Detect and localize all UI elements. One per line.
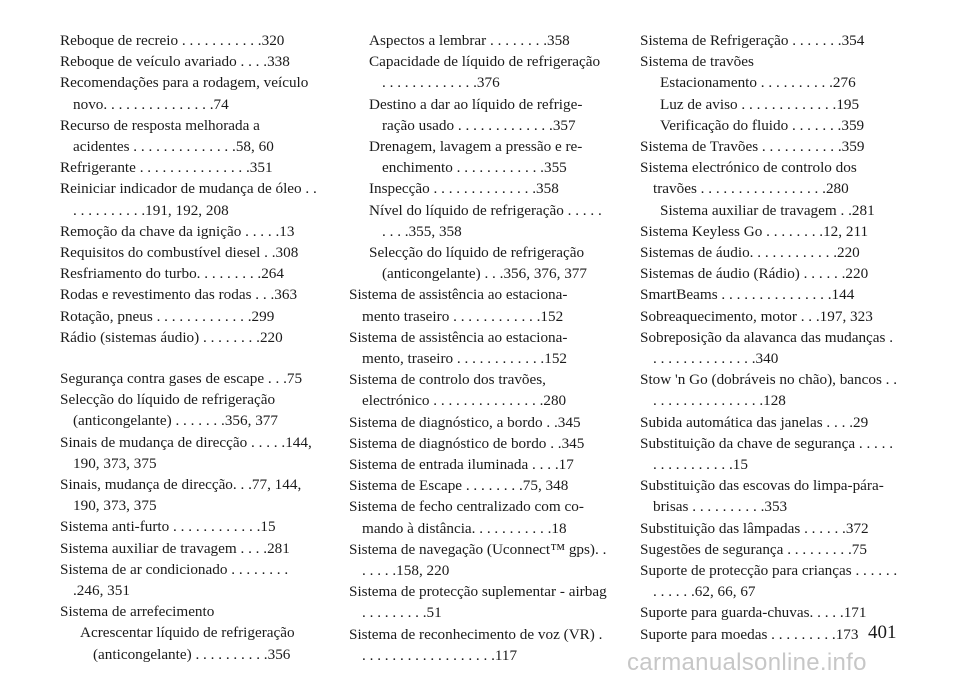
index-entry: Sinais, mudança de direcção. . .77, 144, 190, 373, 375 <box>60 476 302 515</box>
index-entry: Stow 'n Go (dobráveis no chão), bancos . . . . . . . . . . . . . . . . .128 <box>640 371 898 410</box>
index-entry: Sistema anti-furto . . . . . . . . . . . .15 <box>60 518 276 536</box>
index-entry: Sistema de assistência ao estaciona- mento, traseiro . . . . . . . . . . . .152 <box>349 328 568 368</box>
index-entry: Sistema de reconhecimento de voz (VR) . . . . . . . . . . . . . . . . . . .117 <box>349 625 603 664</box>
index-column-2 <box>349 30 607 666</box>
index-entry: Resfriamento do turbo. . . . . . . . .264 <box>60 265 284 283</box>
index-entry: Refrigerante . . . . . . . . . . . . . . .351 <box>60 159 273 177</box>
index-column-1 <box>60 30 318 665</box>
index-entry: Rotação, pneus . . . . . . . . . . . . .299 <box>60 307 275 325</box>
index-entry: Rodas e revestimento das rodas . . .363 <box>60 286 298 304</box>
index-entry: Destino a dar ao líquido de refrige- ração usado . . . . . . . . . . . . .357 <box>369 95 583 134</box>
index-entry: Reboque de recreio . . . . . . . . . . .320 <box>60 32 285 49</box>
index-entry: SmartBeams . . . . . . . . . . . . . . .144 <box>640 286 855 304</box>
index-entry: Sistema de travões <box>640 53 754 71</box>
page-number: 401 <box>868 622 897 643</box>
index-entry: Sistema auxiliar de travagem . . . .281 <box>60 539 290 557</box>
index-entry: Substituição das escovas do limpa-pára-brisas . . . . . . . . . .353 <box>640 477 884 516</box>
index-entry: Substituição da chave de segurança . . . . . . . . . . . . . . . .15 <box>640 434 894 474</box>
index-entry: Sistema Keyless Go . . . . . . . .12, 211 <box>640 222 869 240</box>
index-entry: Sistema electrónico de controlo dos travões . . . . . . . . . . . . . . . . .280 <box>640 159 857 198</box>
index-entry: Sistema de assistência ao estaciona- mento traseiro . . . . . . . . . . . .152 <box>349 286 568 325</box>
index-entry: Sistema de fecho centralizado com co- mando à distância. . . . . . . . . . .18 <box>349 498 584 537</box>
index-entry: Reiniciar indicador de mudança de óleo . . . . . . . . . . . .191, 192, 208 <box>60 180 317 219</box>
index-entry: Sistema de diagnóstico, a bordo . .345 <box>349 413 581 431</box>
index-entry: Drenagem, lavagem a pressão e re- enchimento . . . . . . . . . . . .355 <box>369 138 583 177</box>
index-entry: Sistema de ar condicionado . . . . . . . . .246, 351 <box>60 560 289 600</box>
index-entry: Selecção do líquido de refrigeração (anticongelante) . . . . . . .356, 377 <box>60 391 278 430</box>
index-entry: Nível do líquido de refrigeração . . . . . . . . .355, 358 <box>369 201 602 240</box>
index-entry: Sistema de Escape . . . . . . . .75, 348 <box>349 477 569 495</box>
index-entry: Sistema de navegação (Uconnect™ gps). . . . . . .158, 220 <box>349 540 607 580</box>
index-entry: Sistema de arrefecimento <box>60 603 215 621</box>
index-entry: Rádio (sistemas áudio) . . . . . . . .220 <box>60 328 283 346</box>
index-entry: Sistema de diagnóstico de bordo . .345 <box>349 434 585 452</box>
index-entry: Suporte para guarda-chuvas. . . . .171 <box>640 604 867 622</box>
index-entry: Sinais de mudança de direcção . . . . .144, 190, 373, 375 <box>60 433 312 472</box>
index-entry: Substituição das lâmpadas . . . . . .372 <box>640 519 869 537</box>
index-entry: Remoção da chave da ignição . . . . .13 <box>60 222 295 240</box>
index-entry: Segurança contra gases de escape . . .75 <box>60 370 303 388</box>
index-entry: Luz de aviso . . . . . . . . . . . . .195 <box>660 95 860 113</box>
index-entry: Sobreposição da alavanca das mudanças . . . . . . . . . . . . . . .340 <box>640 328 894 368</box>
index-column-3 <box>640 30 898 645</box>
watermark: carmanualsonline.info <box>627 649 867 676</box>
index-entry: Sistema de protecção suplementar - airbag . . . . . . . . .51 <box>349 583 607 622</box>
index-entry: Recurso de resposta melhorada a acidentes . . . . . . . . . . . . . .58, 60 <box>60 116 274 156</box>
index-entry: Sistema de entrada iluminada . . . .17 <box>349 456 574 474</box>
index-entry: Sistemas de áudio (Rádio) . . . . . .220 <box>640 265 869 283</box>
index-entry: Verificação do fluido . . . . . . .359 <box>660 116 865 134</box>
index-entry: Sistemas de áudio. . . . . . . . . . . .220 <box>640 244 860 262</box>
index-entry: Capacidade de líquido de refrigeração . . . . . . . . . . . . .376 <box>369 53 601 92</box>
index-entry: Reboque de veículo avariado . . . .338 <box>60 53 290 71</box>
index-entry: Suporte de protecção para crianças . . . . . . . . . . . .62, 66, 67 <box>640 562 898 601</box>
index-entry: Sistema de controlo dos travões, electrónico . . . . . . . . . . . . . . .280 <box>349 371 567 410</box>
index-entry: Acrescentar líquido de refrigeração (anticongelante) . . . . . . . . . .356 <box>80 624 295 663</box>
index-entry: Sistema de Refrigeração . . . . . . .354 <box>640 32 865 49</box>
index-entry: Selecção do líquido de refrigeração (anticongelante) . . .356, 376, 377 <box>369 244 587 283</box>
index-entry: Subida automática das janelas . . . .29 <box>640 413 869 431</box>
index-entry: Recomendações para a rodagem, veículo novo. . . . . . . . . . . . . . .74 <box>60 74 309 113</box>
index-entry: Sistema de Travões . . . . . . . . . . .359 <box>640 138 865 156</box>
index-entry: Aspectos a lembrar . . . . . . . .358 <box>369 32 570 49</box>
index-entry: Sugestões de segurança . . . . . . . . .75 <box>640 540 867 558</box>
index-entry: Requisitos do combustível diesel . .308 <box>60 244 299 262</box>
index-entry: Sobreaquecimento, motor . . .197, 323 <box>640 307 873 325</box>
index-entry: Suporte para moedas . . . . . . . . .173 <box>640 625 859 643</box>
index-entry: Inspecção . . . . . . . . . . . . . .358 <box>369 180 559 198</box>
index-entry: Estacionamento . . . . . . . . . .276 <box>660 74 856 92</box>
index-entry: Sistema auxiliar de travagem . .281 <box>660 201 875 219</box>
